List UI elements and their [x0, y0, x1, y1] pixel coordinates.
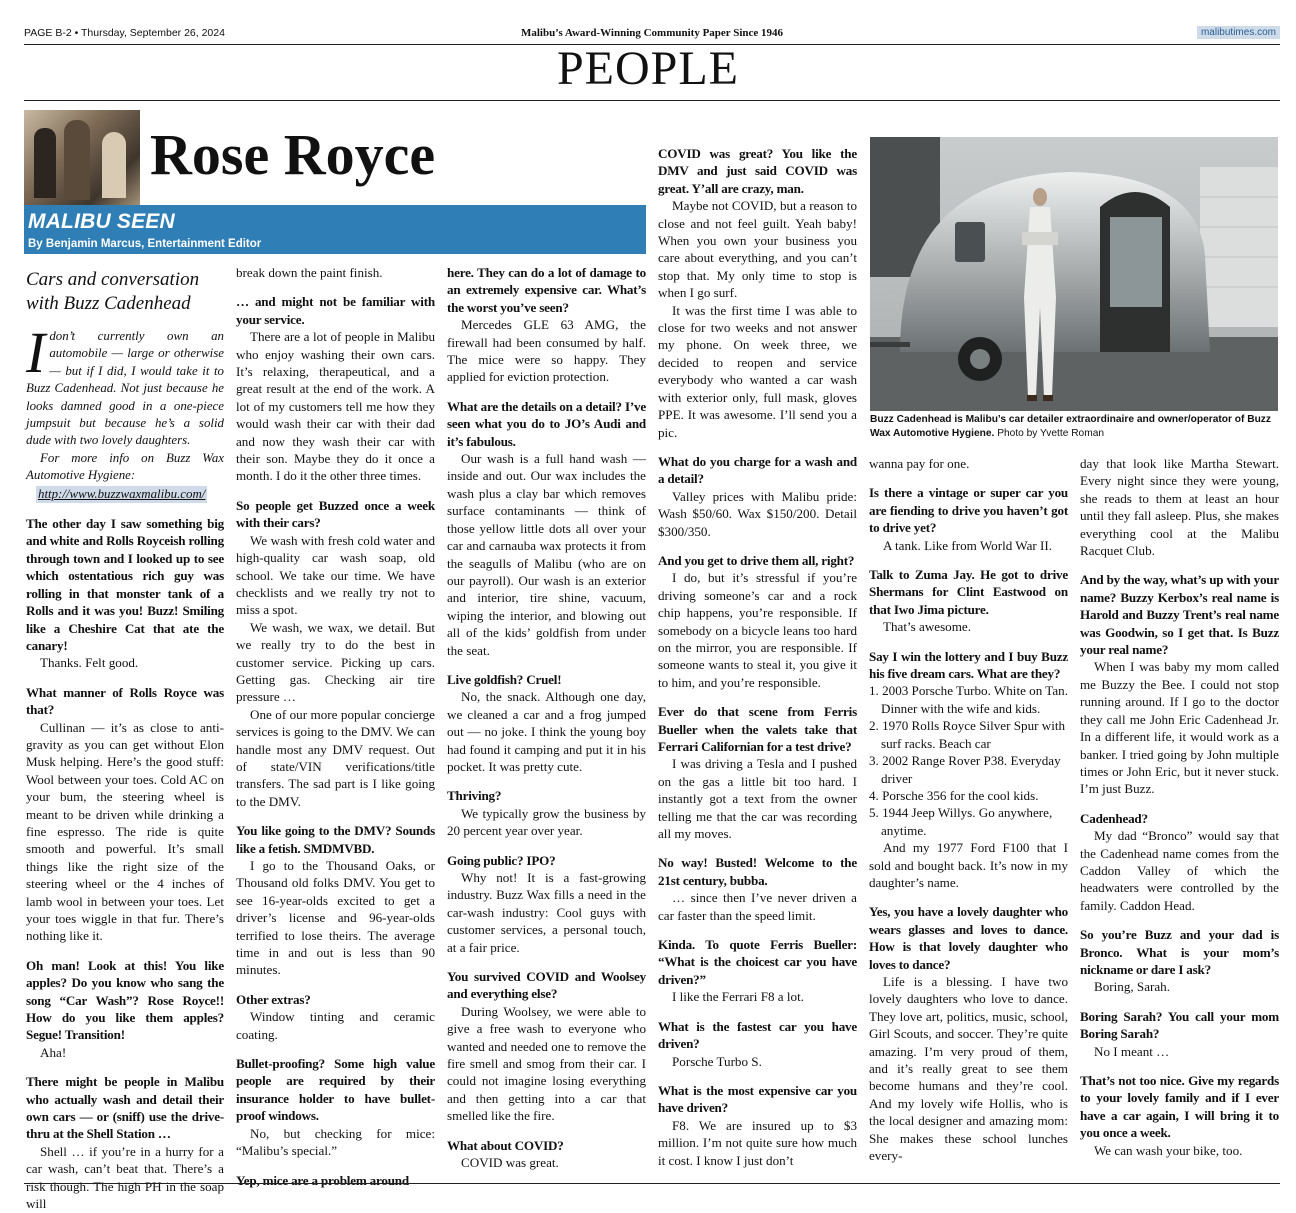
interview-question: Boring Sarah? You call your mom Boring Sarah?: [1080, 1008, 1279, 1042]
interview-answer: … since then I’ve never driven a car faster than the speed limit.: [658, 890, 857, 923]
headline: Rose Royce: [150, 122, 436, 187]
interview-answer: There are a lot of people in Malibu who enjoy washing their own cars. It’s relaxing, therapeutical, and a great result at the end of the work. A lot of my customers tell me how they would wash their car with their dad and now they wash their car with their son. Maybe they do it once a month. I do it the other three times.: [236, 329, 435, 484]
interview-answer: Life is a blessing. I have two lovely daughters who love to dance. They love art, politics, music, school, Girl Scouts, and soccer. They’re quite amazing. I’m very proud of them, and it’s really great to see them become humans and they’re cool. And my lovely wife Hollis, who is the local designer and amazing mom: She makes these school lunches every-: [869, 973, 1068, 1164]
interview-answer: Maybe not COVID, but a reason to close and not feel guilt. Yeah baby! When you own your business you care about everything, and you can’t stop that. My only time to stop is when I go surf.: [658, 198, 857, 301]
interview-question: Bullet-proofing? Some high value people are required by their insurance holder to have bullet-proof windows.: [236, 1056, 435, 1124]
interview-question: Ever do that scene from Ferris Bueller when the valets take that Ferrari Californian for a test drive?: [658, 704, 857, 754]
interview-answer: That’s awesome.: [883, 619, 971, 635]
interview-question: What is the most expensive car you have driven?: [658, 1082, 857, 1116]
article-column-2: [236, 264, 435, 1189]
interview-question: And by the way, what’s up with your name? Buzzy Kerbox’s real name is Harold and Buzzy Trent’s real name was Goodwin, so I get that. Is Buzz your real name?: [1080, 572, 1279, 658]
interview-question: COVID was great? You like the DMV and just said COVID was great. Y’all are crazy, man.: [658, 146, 857, 196]
interview-answer: Window tinting and ceramic coating.: [236, 1009, 435, 1042]
lede-text: don’t currently own an automobile — large or otherwise — but if I did, I would take it to Buzz Cadenhead. Not just because he looks damned good in a one-piece jumpsuit but because he’s a solid dude with two lovely daughters.: [26, 329, 224, 448]
site-link[interactable]: malibutimes.com: [1197, 26, 1280, 39]
interview-question: What is the fastest car you have driven?: [658, 1018, 857, 1052]
interview-answer: My dad “Bronco” would say that the Cadenhead name comes from the Caddon Valley of which the headwaters were controlled by the family. Caddon Head.: [1080, 828, 1279, 913]
website-link[interactable]: http://www.buzzwaxmalibu.com/: [36, 486, 207, 503]
column-1-body: [26, 515, 224, 1212]
interview-question: Is there a vintage or super car you are fiending to drive you haven’t got to drive yet?: [869, 485, 1068, 536]
interview-question: You survived COVID and Woolsey and everything else?: [447, 969, 646, 1002]
drop-cap: I: [26, 320, 46, 385]
interview-answer: Porsche Turbo S.: [672, 1053, 762, 1069]
interview-answer: Aha!: [40, 1044, 67, 1060]
footer-rule: [24, 1183, 1280, 1184]
interview-answer: We wash with fresh cold water and high-quality car wash soap, old school. We take our time. We have checklists and we really try not to miss a spot.: [236, 532, 435, 618]
interview-answer: We wash, we wax, we detail. But we really try to do the best in customer service. Picking up cars. Getting gas. Checking air tire pressure …: [236, 619, 435, 705]
interview-question: What are the details on a detail? I’ve seen what you do to JO’s Audi and it’s fabulous.: [447, 398, 646, 449]
interview-answer: Boring, Sarah.: [1094, 979, 1171, 995]
interview-question: Live goldfish? Cruel!: [447, 671, 562, 687]
interview-question: So people get Buzzed once a week with their cars?: [236, 497, 435, 531]
section-title: PEOPLE: [556, 42, 739, 95]
interview-question: That’s not too nice. Give my regards to your lovely family and if I ever have a car again, I will bring it to you once a week.: [1080, 1073, 1279, 1141]
interview-answer: One of our more popular concierge services is going to the DMV. We can handle most any DMV request. Out of state/VIN verifications/title transfers. The sad part is I like going to the DMV.: [236, 706, 435, 809]
interview-answer: A tank. Like from World War II.: [883, 537, 1053, 553]
interview-answer: I do, but it’s stressful if you’re driving someone’s car and a rock chip happens, you’re responsible. If somebody on a bicycle leans too hard on the mirror, you are responsible. If someone wants to steal it, you give it to him, and you’re responsible.: [658, 570, 857, 690]
lede-more: For more info on Buzz Wax Automotive Hygiene:: [26, 450, 224, 483]
interview-answer: I like the Ferrari F8 a lot.: [672, 989, 804, 1005]
interview-answer: Our wash is a full hand wash — inside and out. Our wax includes the wash plus a clay bar which removes surface contaminants — think of those yellow little dots all over your car and carnauba wax protects it from the seagulls of Malibu (who are on our payroll). Our wash is an exterior and interior, tire shine, vacuum, wiping the interior, and blowing out all of the kids’ goldfish from under the seat.: [447, 451, 646, 658]
section-rule: [24, 100, 1280, 101]
interview-answer: Why not! It is a fast-growing industry. Buzz Wax fills a need in the car-wash industry: Cool guys with customer services, a personal touch, at a fair price.: [447, 870, 646, 955]
article-column-4: [658, 145, 857, 1169]
dream-car-item: 4. Porsche 356 for the cool kids.: [869, 787, 1039, 803]
interview-answer: No I meant …: [1094, 1043, 1170, 1059]
interview-question: Oh man! Look at this! You like apples? Do you know who sang the song “Car Wash”? Rose Royce!! How do you like them apples? Segue! Transition!: [26, 957, 224, 1043]
interview-answer: Valley prices with Malibu pride: Wash $50/60. Wax $150/200. Detail $300/350.: [658, 488, 857, 539]
column-name: MALIBU SEEN: [28, 210, 175, 233]
dream-car-item: 1. 2003 Porsche Turbo. White on Tan. Dinner with the wife and kids.: [869, 683, 1069, 716]
interview-question: … and might not be familiar with your service.: [236, 294, 435, 327]
interview-question: So you’re Buzz and your dad is Bronco. What is your mom’s nickname or dare I ask?: [1080, 927, 1279, 977]
interview-question: Yep, mice are a problem around: [236, 1172, 409, 1188]
interview-answer: I go to the Thousand Oaks, or Thousand old folks DMV. You get to see 16-year-olds excited to get a driver’s license and 96-year-olds terrified to lose theirs. The average time in and out is less than 90 minutes.: [236, 858, 435, 978]
byline: By Benjamin Marcus, Entertainment Editor: [28, 238, 262, 250]
interview-answer: COVID was great.: [461, 1155, 559, 1171]
interview-answer: During Woolsey, we were able to give a free wash to everyone who wanted and needed one to remove the fire smell and smog from their car. I could not imagine losing everything and then getting into a car that smelled like the fire.: [447, 1003, 646, 1124]
paper-tagline: Malibu’s Award-Winning Community Paper Since 1946: [520, 27, 784, 39]
interview-answer: When I was baby my mom called me Buzzy the Bee. I could not stop running around. If I go to the doctor they call me John Eric Cadenhead Jr. In a different life, it would work as a banker. I tried going by John multiple times or John Eric, but it never stuck. I’m just Buzz.: [1080, 659, 1279, 797]
interview-question: What about COVID?: [447, 1137, 564, 1153]
interview-answer: Shell … if you’re in a hurry for a car wash, can’t beat that. There’s a risk though. The high PH in the soap will: [26, 1143, 224, 1212]
interview-answer: It was the first time I was able to close for two weeks and not answer my phone. On week three, we decided to reopen and service everybody who wanted a car wash with exterior only, full mask, gloves PPE. It was awesome. I’ll send you a pic.: [658, 302, 857, 440]
header-photo: [24, 110, 140, 206]
interview-question: There might be people in Malibu who actually wash and detail their own cars — or (sniff) use the drive-thru at the Shell Station …: [26, 1074, 224, 1142]
article-column-3: [447, 264, 646, 1172]
interview-answer: And my 1977 Ford F100 that I sold and bought back. It’s now in my daughter’s name.: [869, 840, 1068, 890]
dream-car-item: 5. 1944 Jeep Willys. Go anywhere, anytime.: [869, 805, 1053, 838]
photo-caption: [870, 413, 1278, 441]
photo-credit: Photo by Yvette Roman: [997, 428, 1105, 439]
interview-question: Other extras?: [236, 991, 311, 1007]
dream-car-item: 2. 1970 Rolls Royce Silver Spur with surf racks. Beach car: [869, 718, 1066, 751]
interview-question: What manner of Rolls Royce was that?: [26, 684, 224, 718]
interview-answer: Mercedes GLE 63 AMG, the firewall had been consumed by half. The mice were so happy. They applied for eviction protection.: [447, 317, 646, 385]
interview-question: And you get to drive them all, right?: [658, 552, 855, 568]
interview-question: No way! Busted! Welcome to the 21st century, bubba.: [658, 855, 857, 888]
interview-answer: We typically grow the business by 20 percent year over year.: [447, 805, 646, 839]
deck: Cars and conversation with Buzz Cadenhead: [26, 269, 200, 314]
interview-answer: I was driving a Tesla and I pushed on the gas a little bit too hard. I instantly got a text from the owner telling me that the car was recording all my moves.: [658, 756, 857, 842]
column-banner: [24, 205, 646, 254]
caption-text: Buzz Cadenhead is Malibu’s car detailer extraordinaire and owner/operator of Buzz Wax Automotive Hygiene.: [870, 414, 1271, 439]
lede: [26, 320, 224, 503]
interview-answer: We can wash your bike, too.: [1094, 1142, 1243, 1158]
interview-question: Say I win the lottery and I buy Buzz his five dream cars. What are they?: [869, 648, 1068, 682]
continued-text: wanna pay for one.: [869, 456, 970, 471]
interview-answer: No, the snack. Although one day, we cleaned a car and a frog jumped out — no joke. I think the young boy had found it camping and put it in his pocket. It was pretty cute.: [447, 689, 646, 774]
interview-question: Going public? IPO?: [447, 852, 556, 868]
continued-text: day that look like Martha Stewart. Every night since they were young, she reads to them at least an hour until they fall asleep. Plus, she makes everything cool at the Malibu Racquet Club.: [1080, 456, 1279, 559]
article-column-6: [1080, 455, 1279, 1159]
page-date: PAGE B-2 • Thursday, September 26, 2024: [24, 27, 225, 39]
interview-answer: Cullinan — it’s as close to anti-gravity as you can get without Elon Musk helping. Here’s the good stuff: Wool between your toes. Cold AC on your bum, the steering wheel is meant to be driven while drinking a fine espresso. The ride is quite smooth and powerful. It’s small things like the right size of the steering wheel or the 4 inches of lamb wool in between your toes. Let your toes wiggle in that fur. There’s nothing like it.: [26, 719, 224, 944]
interview-answer: F8. We are insured up to $3 million. I’m not quite sure how much it cost. I know I just don’t: [658, 1117, 857, 1168]
interview-question: You like going to the DMV? Sounds like a fetish. SMDMVBD.: [236, 823, 435, 856]
continued-text: break down the paint finish.: [236, 265, 383, 280]
interview-question: Thriving?: [447, 788, 502, 804]
interview-question: here. They can do a lot of damage to an extremely expensive car. What’s the worst you’ve seen?: [447, 265, 646, 315]
interview-answer: No, but checking for mice: “Malibu’s special.”: [236, 1125, 435, 1159]
interview-question: Talk to Zuma Jay. He got to drive Shermans for Clint Eastwood on that Iwo Jima picture.: [869, 567, 1068, 617]
article-column-5: [869, 455, 1068, 1164]
interview-answer: Thanks. Felt good.: [40, 655, 139, 671]
interview-question: Yes, you have a lovely daughter who wears glasses and loves to dance. How is that lovely daughter who loves to dance?: [869, 904, 1068, 972]
interview-question: Cadenhead?: [1080, 810, 1148, 826]
dream-car-item: 3. 2002 Range Rover P38. Everyday driver: [869, 753, 1061, 786]
airstream-photo: [870, 137, 1278, 411]
interview-question: The other day I saw something big and white and Rolls Royceish rolling through town and I looked up to see which ostentatious rich guy was rolling in that monster tank of a Rolls and it was you! Buzz! Smiling like a Cheshire Cat that ate the canary!: [26, 516, 224, 653]
interview-question: What do you charge for a wash and a detail?: [658, 453, 857, 487]
article-column-1: [26, 268, 224, 1213]
interview-question: Kinda. To quote Ferris Bueller: “What is the choicest car you have driven?”: [658, 937, 857, 987]
